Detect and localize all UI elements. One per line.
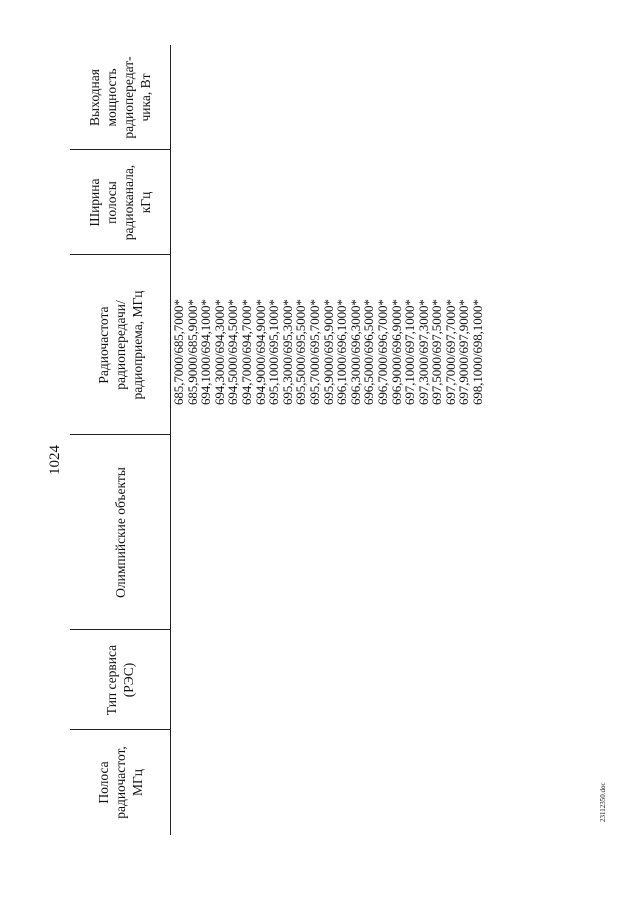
frequency-list [172, 215, 485, 405]
frequency-value: 696,7000/696,7000* [374, 299, 390, 405]
frequency-value: 694,3000/694,3000* [211, 299, 227, 405]
frequency-value: 695,9000/695,9000* [320, 299, 336, 405]
header-bandwidth [74, 150, 166, 255]
frequency-value: 694,1000/694,1000* [198, 299, 214, 405]
header-service-type-label: Тип сервиса (РЭС) [104, 644, 136, 716]
frequency-value: 698,1000/698,1000* [470, 299, 486, 405]
frequency-value: 697,7000/697,7000* [442, 299, 458, 405]
frequency-table [70, 45, 565, 835]
header-output-power [74, 45, 166, 150]
frequency-value: 685,7000/685,7000* [171, 299, 186, 405]
frequency-value: 694,7000/694,7000* [238, 299, 254, 405]
header-frequency [74, 255, 166, 435]
header-rule [170, 45, 171, 835]
document-reference: 23112350.doc [599, 782, 607, 822]
header-band [74, 730, 166, 835]
header-band-label: Полоса радиочастот, МГц [95, 746, 145, 819]
frequency-value: 695,5000/695,5000* [293, 299, 309, 405]
header-olympic-objects-label: Олимпийские объекты [112, 467, 128, 598]
frequency-value: 697,9000/697,9000* [456, 299, 472, 405]
frequency-value: 695,1000/695,1000* [266, 299, 282, 405]
frequency-value: 696,9000/696,9000* [388, 299, 404, 405]
page-number: 1024 [47, 445, 63, 475]
frequency-value: 685,9000/685,9000* [184, 299, 200, 405]
frequency-value: 696,1000/696,1000* [334, 299, 350, 405]
frequency-value: 697,5000/697,5000* [429, 299, 445, 405]
header-frequency-label: Радиочастота радиопередачи/ радиоприема, МГц [95, 290, 145, 400]
frequency-value: 697,1000/697,1000* [402, 299, 418, 405]
frequency-value: 695,7000/695,7000* [306, 299, 322, 405]
header-output-power-label: Выходная мощность радиопередат- чика, Вт [87, 56, 153, 139]
frequency-value: 697,3000/697,3000* [415, 299, 431, 405]
header-olympic-objects [74, 435, 166, 630]
header-bandwidth-label: Ширина полосы радиоканала, кГц [87, 164, 153, 241]
frequency-value: 695,3000/695,3000* [279, 299, 295, 405]
frequency-value: 696,5000/696,5000* [361, 299, 377, 405]
header-service-type [74, 630, 166, 730]
frequency-value: 696,3000/696,3000* [347, 299, 363, 405]
frequency-value: 694,9000/694,9000* [252, 299, 268, 405]
frequency-value: 694,5000/694,5000* [225, 299, 241, 405]
